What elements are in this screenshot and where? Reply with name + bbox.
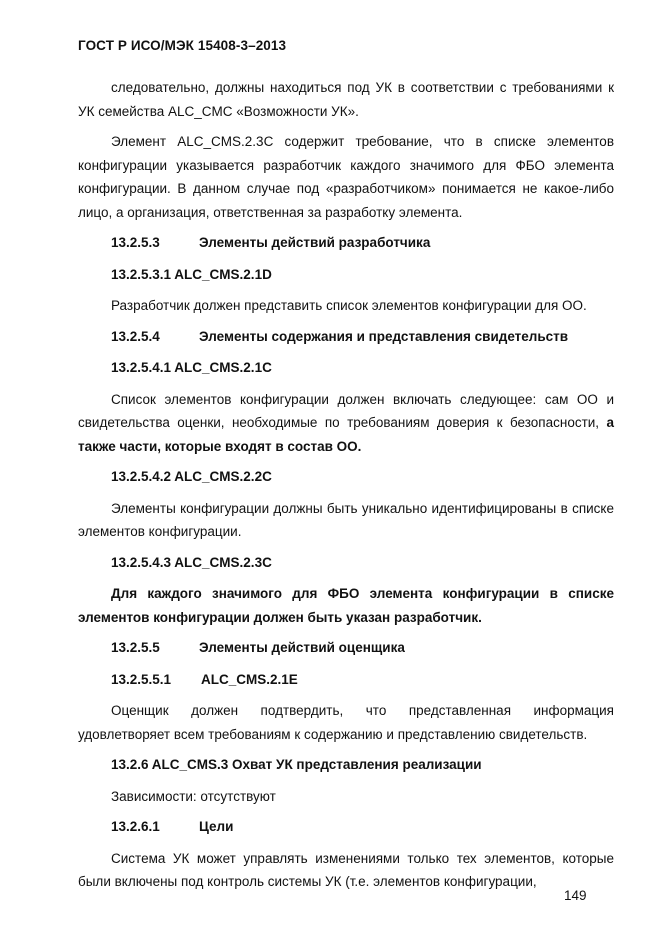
document-body — [78, 76, 614, 901]
section-title: Элементы содержания и представления свидетельств — [199, 328, 569, 344]
section-heading — [111, 815, 614, 839]
section-number: 13.2.5.3 — [111, 235, 160, 250]
section-heading: 13.2.5.4.2 ALC_CMS.2.2C — [111, 469, 272, 484]
section-number: 13.2.5.5 — [111, 640, 160, 655]
paragraph: Оценщик должен подтвердить, что представленная информация удовлетворяет всем требованиям к содержанию и представлению свидетельств. — [78, 703, 614, 742]
section-heading — [111, 636, 614, 660]
section-number: 13.2.5.5.1 — [111, 671, 172, 687]
section-heading — [111, 668, 614, 692]
section-heading: 13.2.6 ALC_CMS.3 Охват УК представления реализации — [111, 757, 482, 772]
paragraph: Элемент ALC_CMS.2.3C содержит требование, что в списке элементов конфигурации указывается разработчик каждого значимого для ФБО элемента конфигурации. В данном случае под «разработчиком» понимается не какое-либо лицо, а организация, ответственная за разработку элемента. — [78, 134, 614, 220]
paragraph-text: Список элементов конфигурации должен включать следующее: сам ОО и свидетельства оценки, необходимые по требованиям доверия к безопасности, — [78, 391, 614, 430]
paragraph-bold: Для каждого значимого для ФБО элемента конфигурации в списке элементов конфигурации должен быть указан разработчик. — [78, 586, 614, 625]
section-title: ALC_CMS.2.1E — [201, 671, 298, 687]
section-title: Элементы действий разработчика — [199, 235, 431, 250]
paragraph: Зависимости: отсутствуют — [111, 788, 276, 804]
paragraph: Элементы конфигурации должны быть уникально идентифицированы в списке элементов конфигурации. — [78, 500, 614, 539]
paragraph: Разработчик должен представить список элементов конфигурации для ОО. — [111, 298, 587, 313]
section-heading — [111, 325, 614, 349]
section-title: Элементы действий оценщика — [199, 640, 405, 655]
page-number: 149 — [564, 888, 587, 903]
document-header: ГОСТ Р ИСО/МЭК 15408-3–2013 — [78, 38, 287, 53]
paragraph — [78, 388, 614, 459]
section-number: 13.2.5.4 — [111, 328, 160, 344]
section-title: Цели — [199, 819, 234, 834]
section-heading — [111, 231, 614, 255]
section-heading: 13.2.5.3.1 ALC_CMS.2.1D — [111, 266, 272, 282]
paragraph: следовательно, должны находиться под УК в соответствии с требованиями к УК семейства ALC_CMC «Возможности УК». — [78, 80, 614, 119]
paragraph: Система УК может управлять изменениями только тех элементов, которые были включены под контроль системы УК (т.е. элементов конфигурации, — [78, 850, 614, 889]
section-number: 13.2.6.1 — [111, 819, 160, 834]
section-heading: 13.2.5.4.3 ALC_CMS.2.3C — [111, 554, 272, 570]
section-heading: 13.2.5.4.1 ALC_CMS.2.1C — [111, 360, 272, 375]
paragraph-emphasis: а также части, которые входят в состав ОО. — [78, 415, 614, 454]
